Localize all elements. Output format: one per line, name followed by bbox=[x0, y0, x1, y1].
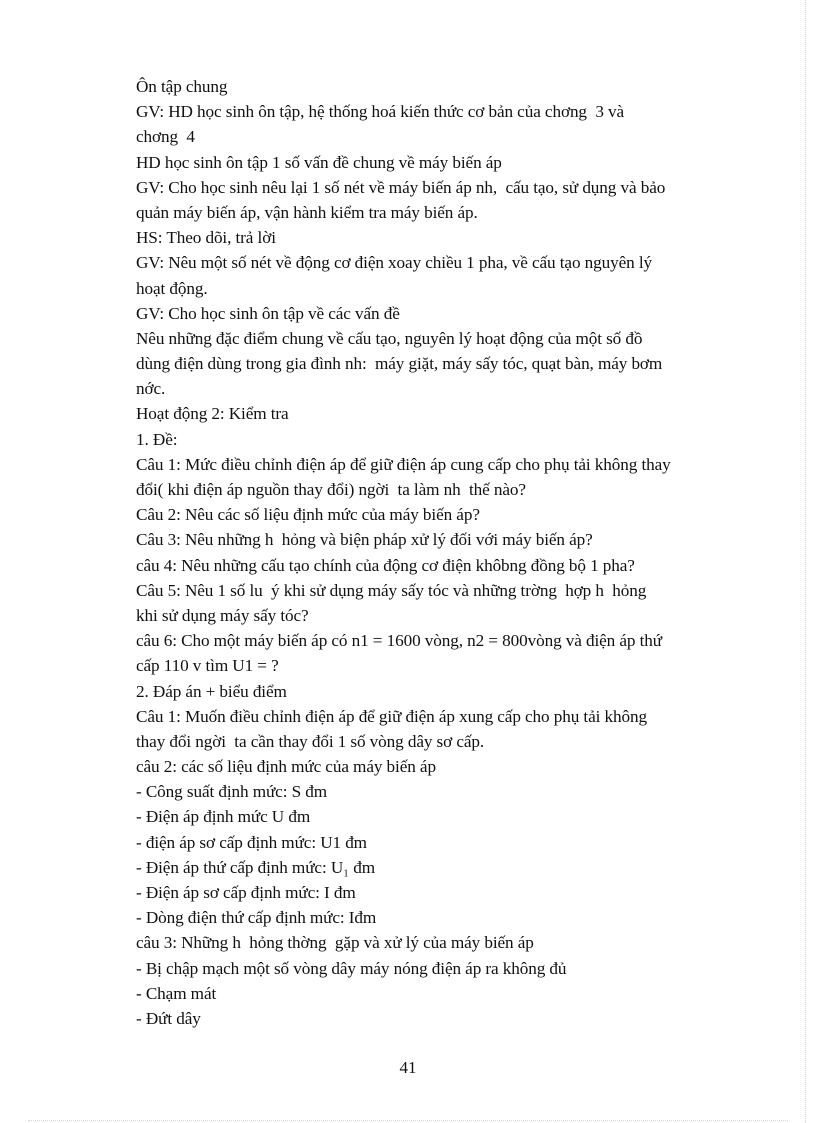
text-line: 1. Đề: bbox=[136, 429, 178, 449]
text-line: - Điện áp thứ cấp định mức: U₁ đm bbox=[136, 857, 375, 877]
text-line: HS: Theo dõi, trả lời bbox=[136, 228, 276, 248]
text-line: Câu 1: Mức điều chỉnh điện áp để giữ điện áp cung cấp cho phụ tải không thay bbox=[136, 454, 671, 474]
text-line: - Đứt dây bbox=[136, 1008, 201, 1028]
text-line: - điện áp sơ cấp định mức: U1 đm bbox=[136, 832, 367, 852]
text-line: GV: Cho học sinh nêu lại 1 số nét về máy biến áp nh, cấu tạo, sử dụng và bảo bbox=[136, 177, 666, 197]
text-line: thay đổi ngời ta cần thay đổi 1 số vòng dây sơ cấp. bbox=[136, 731, 485, 751]
text-line: hoạt động. bbox=[136, 278, 208, 298]
text-line: Câu 5: Nêu 1 số lu ý khi sử dụng máy sấy tóc và những trờng hợp h hỏng bbox=[136, 580, 647, 600]
text-line: GV: Nêu một số nét về động cơ điện xoay chiều 1 pha, về cấu tạo nguyên lý bbox=[136, 253, 653, 273]
text-line: câu 3: Những h hỏng thờng gặp và xử lý của máy biến áp bbox=[136, 933, 534, 953]
text-line: 2. Đáp án + biểu điểm bbox=[136, 681, 287, 701]
text-line: câu 4: Nêu những cấu tạo chính của động cơ điện khôbng đồng bộ 1 pha? bbox=[136, 555, 635, 575]
text-line: đổi( khi điện áp nguồn thay đổi) ngời ta làm nh thế nào? bbox=[136, 480, 526, 499]
text-line: - Điện áp định mức U đm bbox=[136, 807, 311, 827]
text-line: Câu 3: Nêu những h hỏng và biện pháp xử lý đối với máy biến áp? bbox=[136, 530, 593, 550]
page-bottom-border bbox=[28, 1120, 788, 1121]
text-line: - Công suất định mức: S đm bbox=[136, 782, 328, 802]
text-line: Ôn tập chung bbox=[136, 77, 228, 96]
text-line: cấp 110 v tìm U1 = ? bbox=[136, 656, 279, 676]
text-line: khi sử dụng máy sấy tóc? bbox=[136, 605, 309, 625]
text-line: - Điện áp sơ cấp định mức: I đm bbox=[136, 883, 356, 902]
text-line: Nêu những đặc điểm chung về cấu tạo, nguyên lý hoạt động của một số đồ bbox=[136, 328, 643, 348]
text-line: nớc. bbox=[136, 379, 166, 399]
text-line: - Chạm mát bbox=[136, 983, 217, 1003]
text-line: - Bị chập mạch một số vòng dây máy nóng điện áp ra không đủ bbox=[136, 958, 567, 978]
text-line: Hoạt động 2: Kiểm tra bbox=[136, 404, 289, 424]
text-line: - Dòng điện thứ cấp định mức: Iđm bbox=[136, 908, 377, 928]
text-line: chơng 4 bbox=[136, 127, 195, 147]
text-line: dùng điện dùng trong gia đình nh: máy giặt, máy sấy tóc, quạt bàn, máy bơm bbox=[136, 354, 663, 374]
page-number: 41 bbox=[399, 1058, 417, 1077]
text-line: HD học sinh ôn tập 1 số vấn đề chung về máy biến áp bbox=[136, 152, 502, 172]
body-text bbox=[136, 74, 751, 1031]
text-line: GV: Cho học sinh ôn tập về các vấn đề bbox=[136, 303, 400, 323]
page-right-border bbox=[805, 0, 806, 1123]
text-line: câu 6: Cho một máy biến áp có n1 = 1600 vòng, n2 = 800vòng và điện áp thứ bbox=[136, 631, 662, 651]
text-line: câu 2: các số liệu định mức của máy biến áp bbox=[136, 757, 436, 777]
text-line: Câu 1: Muốn điều chỉnh điện áp để giữ điện áp xung cấp cho phụ tải không bbox=[136, 706, 647, 726]
text-line: quản máy biến áp, vận hành kiểm tra máy biến áp. bbox=[136, 202, 478, 222]
text-line: Câu 2: Nêu các số liệu định mức của máy biến áp? bbox=[136, 505, 480, 525]
text-line: GV: HD học sinh ôn tập, hệ thống hoá kiến thức cơ bản của chơng 3 và bbox=[136, 102, 625, 122]
